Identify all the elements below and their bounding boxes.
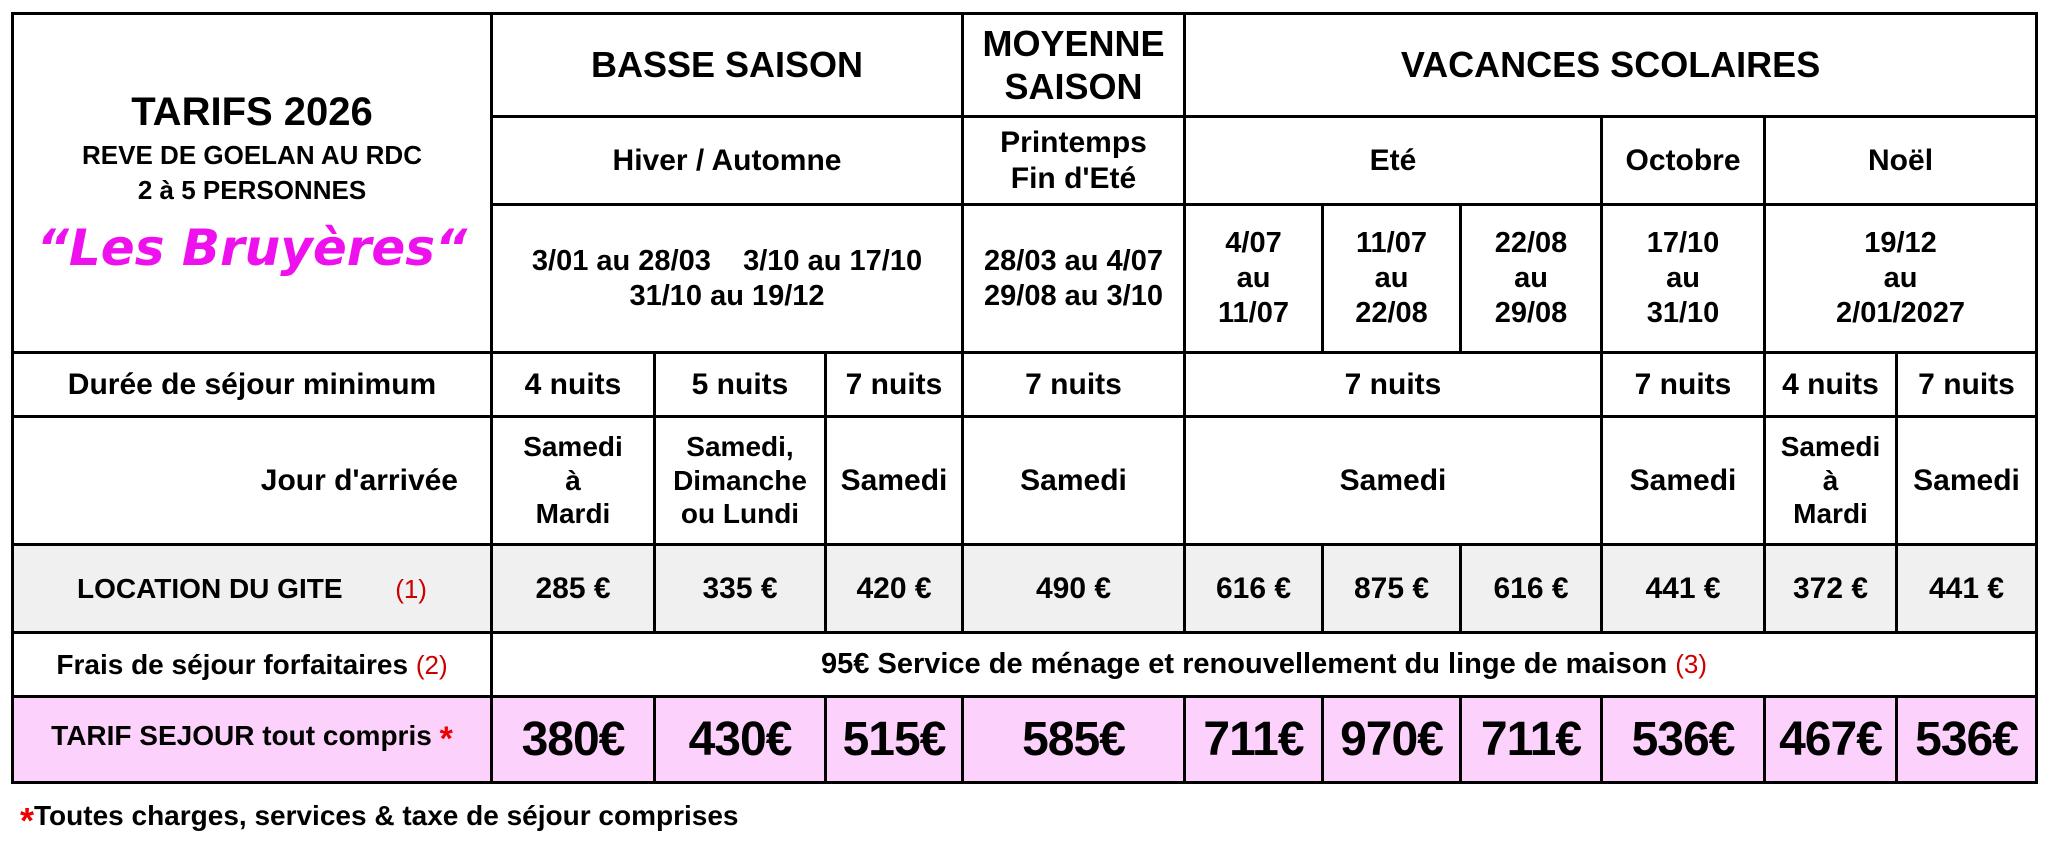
arrivee-line: Dimanche [673,464,807,496]
duree-label: Durée de séjour minimum [13,353,492,417]
tarif-price: 585€ [963,697,1185,783]
season-moyenne [963,14,1185,117]
frais-label-cell [13,633,492,697]
date-separator: au [1883,262,1918,295]
location-label: LOCATION DU GITE [77,572,343,604]
date-end: 2/01/2027 [1836,296,1966,329]
tarif-label-rest: tout compris [254,720,432,752]
footnote [20,800,739,842]
season-vacances: VACANCES SCOLAIRES [1185,14,2037,117]
dates-basse [492,205,963,353]
date-separator: au [1514,262,1548,295]
dates-basse-line2: 31/10 au 19/12 [629,279,825,312]
asterisk-icon: * [439,720,453,759]
duree-value: 7 nuits [963,353,1185,417]
arrivee-line: Mardi [1793,498,1868,530]
period-ete: Eté [1185,117,1602,205]
duree-value: 7 nuits [1185,353,1602,417]
tarif-price: 430€ [655,697,826,783]
arrivee-line: à [1822,464,1839,496]
date-start: 11/07 [1356,227,1427,260]
tarif-price: 515€ [826,697,963,783]
period-hiver: Hiver / Automne [492,117,963,205]
location-row [13,545,2037,633]
arrivee-line: Samedi, [686,431,794,463]
arrivee-value [655,417,826,545]
lodging-name: REVE DE GOELAN AU RDC [82,139,422,170]
frais-text-note: (3) [1675,649,1708,680]
arrivee-line: Samedi [523,431,623,463]
arrivee-value: Samedi [826,417,963,545]
period-octobre: Octobre [1602,117,1765,205]
arrivee-line: ou Lundi [680,498,800,530]
location-price: 441 € [1897,545,2037,633]
duree-value: 7 nuits [1602,353,1765,417]
dates-noel [1765,205,2037,353]
tarif-price: 536€ [1897,697,2037,783]
tarif-price: 467€ [1765,697,1897,783]
arrivee-line: à [565,464,581,496]
page-title: TARIFS 2026 [131,89,373,134]
date-end: 11/07 [1218,296,1289,329]
location-price: 875 € [1323,545,1461,633]
brand-name: “Les Bruyères“ [36,219,468,278]
tarifs-table [11,12,2038,784]
title-cell [13,14,492,353]
dates-moyenne [963,205,1185,353]
arrivee-value: Samedi [1602,417,1765,545]
location-price: 490 € [963,545,1185,633]
location-price: 372 € [1765,545,1897,633]
duree-value: 4 nuits [1765,353,1897,417]
season-moyenne-line1: MOYENNE [982,22,1165,64]
frais-label: Frais de séjour forfaitaires [56,648,409,680]
duree-value: 7 nuits [1897,353,2037,417]
date-end: 29/08 [1494,296,1568,329]
season-basse: BASSE SAISON [492,14,963,117]
tarif-label-cell [13,697,492,783]
frais-text: Service de ménage et renouvellement du linge de maison [869,648,1676,681]
dates-basse-line1: 3/01 au 28/03 3/10 au 17/10 [531,244,923,277]
tarifs-document [11,12,2038,784]
dates-ete-2 [1323,205,1461,353]
period-printemps-line1: Printemps [1000,125,1147,159]
location-price: 335 € [655,545,826,633]
location-label-cell [13,545,492,633]
date-start: 4/07 [1225,227,1282,260]
arrivee-label: Jour d'arrivée [13,417,492,545]
duree-value: 5 nuits [655,353,826,417]
tarif-price: 970€ [1323,697,1461,783]
arrivee-value: Samedi [1185,417,1602,545]
date-separator: au [1374,262,1409,295]
dates-moyenne-line2: 29/08 au 3/10 [984,279,1163,312]
dates-octobre [1602,205,1765,353]
location-price: 616 € [1185,545,1323,633]
arrivee-value: Samedi [963,417,1185,545]
duree-value: 7 nuits [826,353,963,417]
tarif-price: 380€ [492,697,655,783]
dates-ete-1 [1185,205,1323,353]
arrivee-value [1765,417,1897,545]
location-price: 420 € [826,545,963,633]
arrivee-row [13,417,2037,545]
frais-amount: 95€ [821,648,870,681]
tarif-row [13,697,2037,783]
period-printemps [963,117,1185,205]
date-end: 22/08 [1355,296,1428,329]
frais-note: (2) [415,649,448,680]
arrivee-value [492,417,655,545]
date-start: 19/12 [1864,227,1937,260]
tarif-label: TARIF SEJOUR [51,720,255,752]
date-start: 22/08 [1494,227,1568,260]
frais-description [492,633,2037,697]
location-price: 285 € [492,545,655,633]
footnote-text: Toutes charges, services & taxe de séjour comprises [34,800,739,831]
period-noel: Noël [1765,117,2037,205]
dates-moyenne-line1: 28/03 au 4/07 [984,244,1163,277]
duree-row [13,353,2037,417]
tarif-price: 536€ [1602,697,1765,783]
location-note: (1) [395,573,427,604]
arrivee-value: Samedi [1897,417,2037,545]
location-price: 616 € [1461,545,1602,633]
date-separator: au [1236,262,1271,295]
dates-ete-3 [1461,205,1602,353]
date-separator: au [1666,262,1700,295]
asterisk-icon: * [20,800,35,841]
frais-row [13,633,2037,697]
capacity: 2 à 5 PERSONNES [137,175,367,205]
season-moyenne-line2: SAISON [1004,66,1143,107]
tarif-price: 711€ [1461,697,1602,783]
duree-value: 4 nuits [492,353,655,417]
period-printemps-line2: Fin d'Eté [1010,161,1137,195]
season-row [13,14,2037,117]
location-price: 441 € [1602,545,1765,633]
tarif-price: 711€ [1185,697,1323,783]
arrivee-line: Mardi [535,498,611,530]
arrivee-line: Samedi [1780,431,1881,463]
date-end: 31/10 [1646,296,1720,329]
date-start: 17/10 [1646,227,1720,260]
